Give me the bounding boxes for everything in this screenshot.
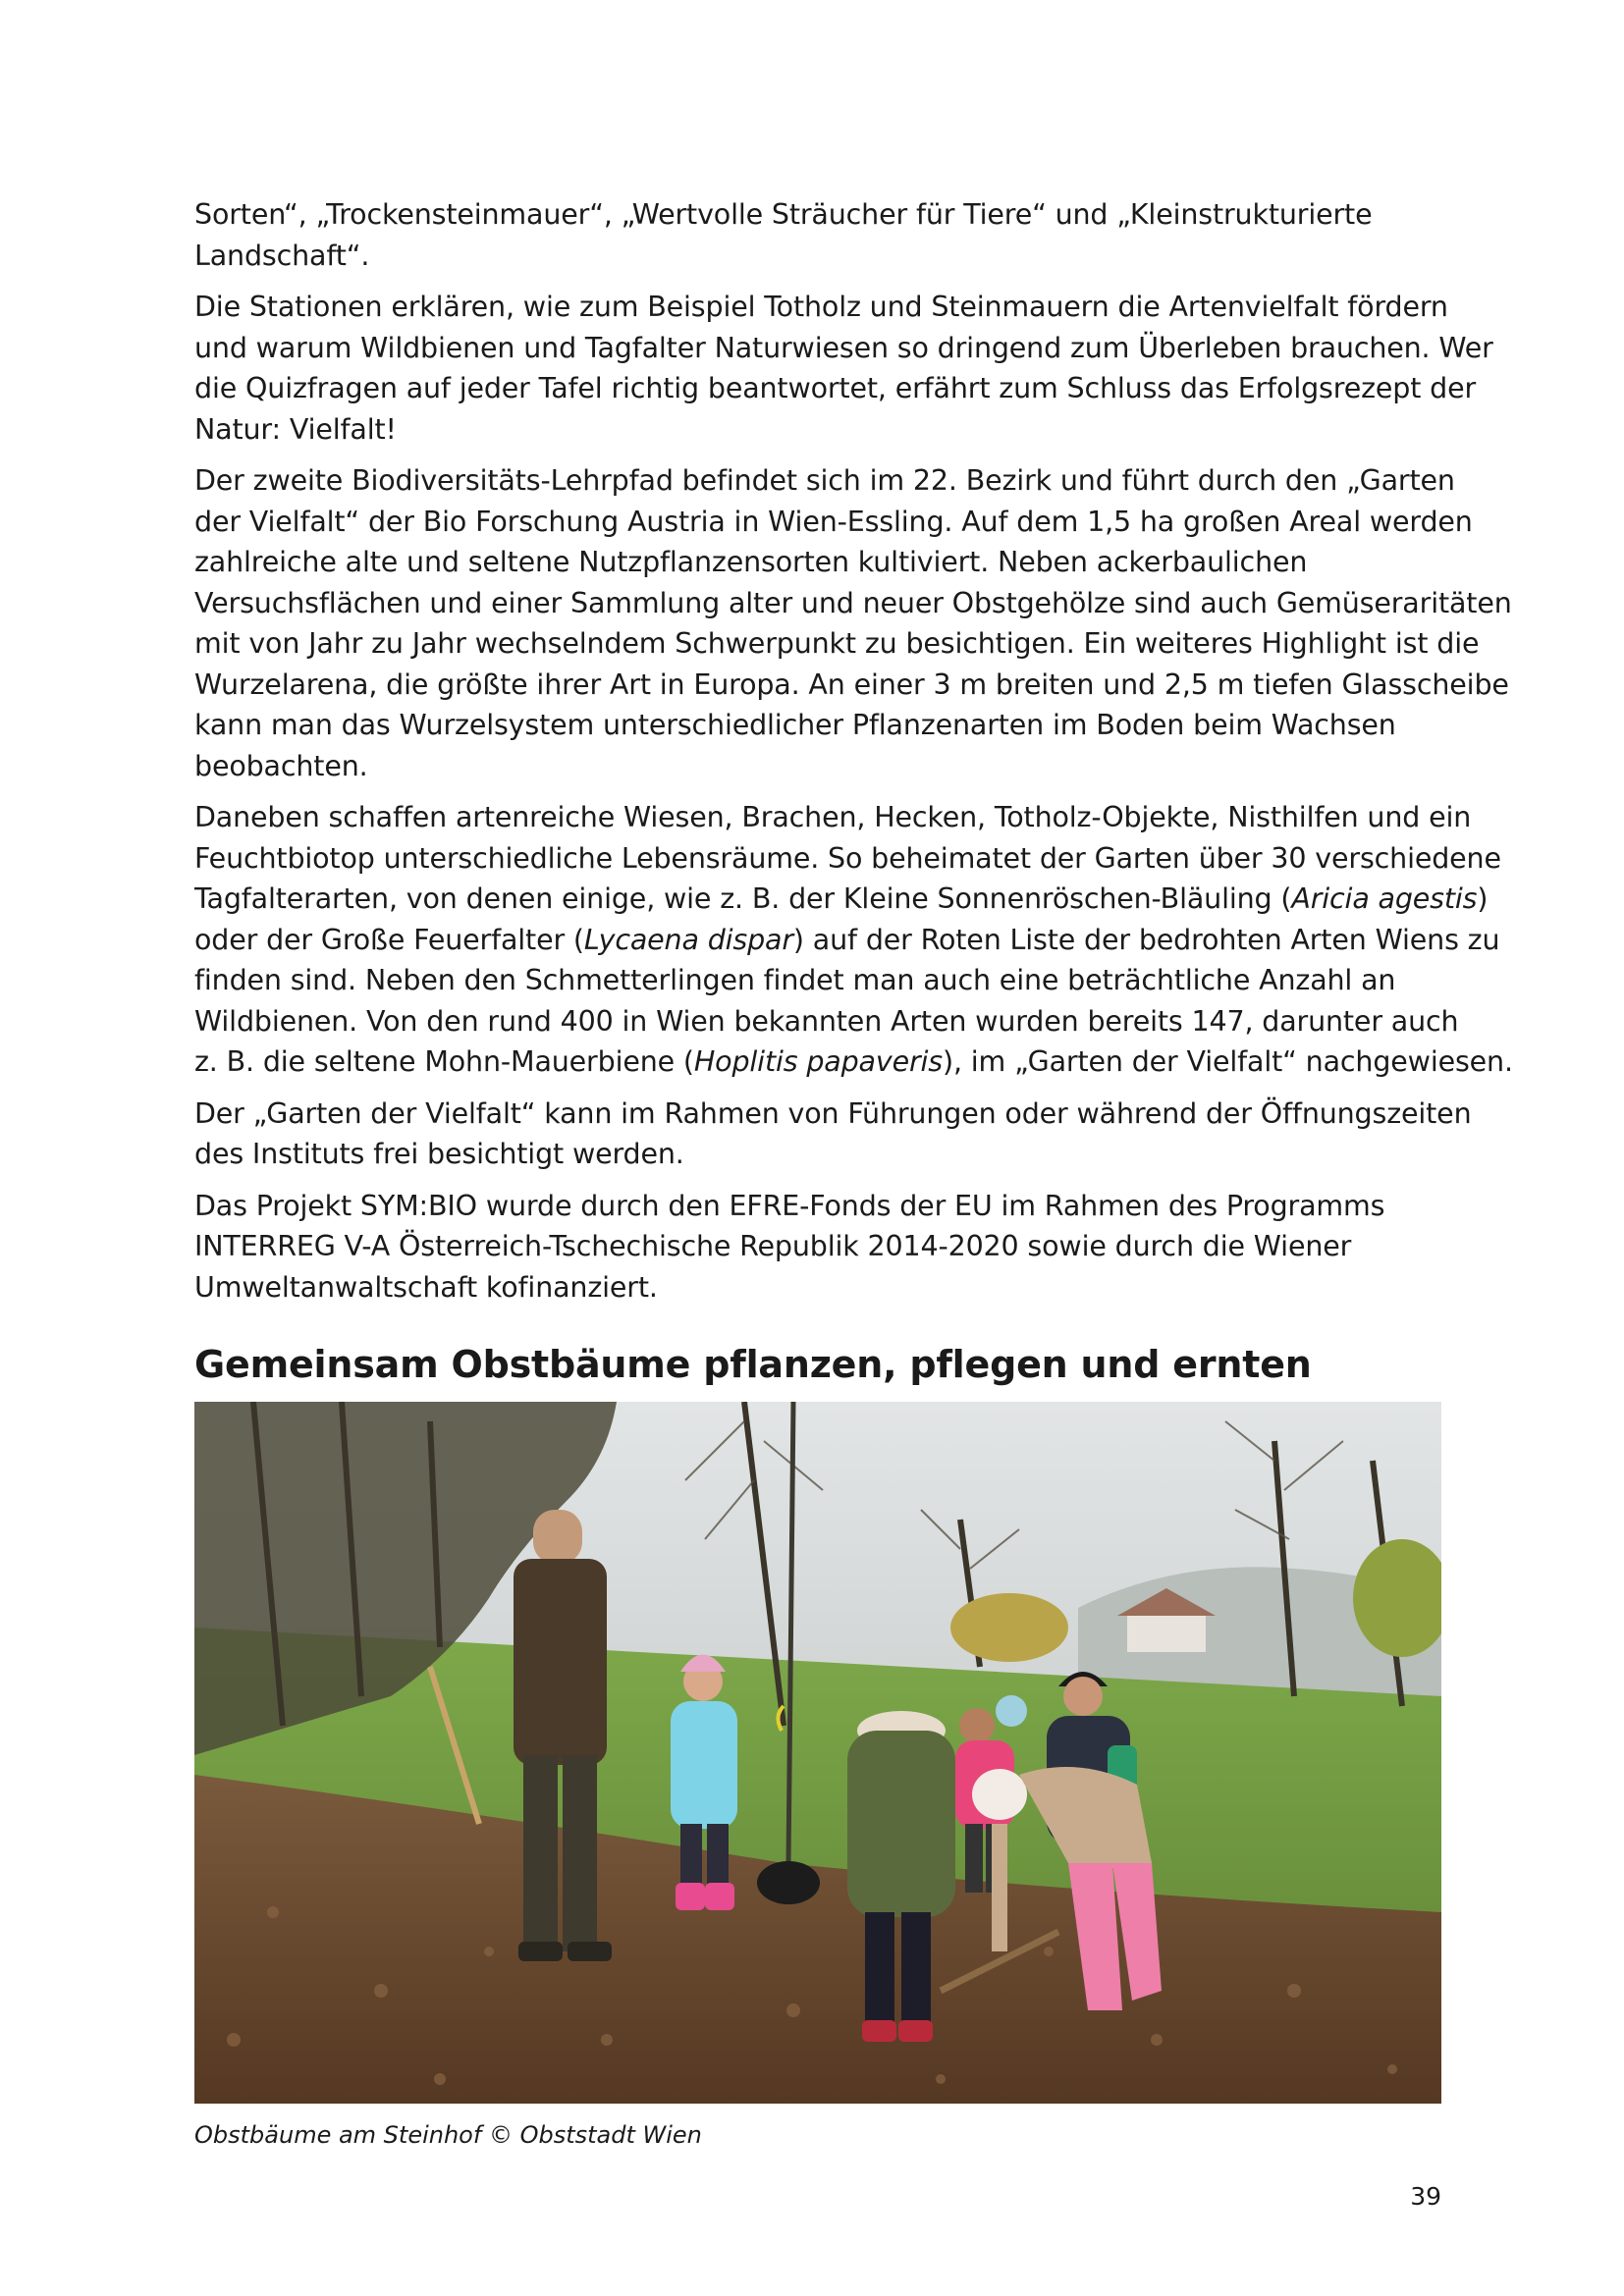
text-line <box>194 409 1451 451</box>
text-segment: der Vielfalt“ der Bio Forschung Austria in Wien-Essling. Auf dem 1,5 ha großen Areal werden <box>194 505 1473 538</box>
text-line <box>194 1094 1472 1135</box>
paragraph <box>194 460 1512 786</box>
text-segment: Der „Garten der Vielfalt“ kann im Rahmen von Führungen oder während der Öffnungszeiten <box>194 1096 1472 1130</box>
photo-children-planting-trees <box>194 1402 1441 2104</box>
text-segment: INTERREG V-A Österreich-Tschechische Republik 2014-2020 sowie durch die Wiener <box>194 1230 1352 1262</box>
photo-caption: Obstbäume am Steinhof © Obststadt Wien <box>194 2121 702 2149</box>
text-line <box>194 1001 1459 1042</box>
text-line <box>194 502 1473 543</box>
text-segment: die Quizfragen auf jeder Tafel richtig beantwortet, erfährt zum Schluss das Erfolgsrezept der <box>194 372 1477 404</box>
text-segment: finden sind. Neben den Schmetterlingen findet man auch eine beträchtliche Anzahl an <box>194 964 1396 996</box>
plant-pot <box>757 1861 820 1904</box>
text-segment: Der zweite Biodiversitäts-Lehrpfad befindet sich im 22. Bezirk und führt durch den „Garten <box>194 464 1455 497</box>
text-segment: ), im „Garten der Vielfalt“ nachgewiesen. <box>943 1045 1513 1078</box>
text-segment: und warum Wildbienen und Tagfalter Naturwiesen so dringend zum Überleben brauchen. Wer <box>194 331 1493 364</box>
section-title: Gemeinsam Obstbäume pflanzen, pflegen und ernten <box>194 1343 1312 1386</box>
text-line <box>194 1226 1451 1267</box>
text-line <box>194 287 1451 328</box>
text-line <box>194 960 1451 1001</box>
text-line <box>194 1134 1451 1175</box>
text-line <box>194 746 1451 787</box>
text-segment: ) auf der Roten Liste der bedrohten Arten Wiens zu <box>792 923 1500 956</box>
text-line <box>194 879 1489 920</box>
text-segment: Das Projekt SYM:BIO wurde durch den EFRE-Fonds der EU im Rahmen des Programms <box>194 1189 1385 1222</box>
text-segment: oder der Große Feuerfalter ( <box>194 923 584 956</box>
text-line <box>194 328 1493 369</box>
text-segment: Die Stationen erklären, wie zum Beispiel Totholz und Steinmauern die Artenvielfalt fördern <box>194 291 1448 323</box>
paragraph <box>194 287 1493 450</box>
paragraph <box>194 1094 1472 1175</box>
text-segment: beobachten. <box>194 749 368 782</box>
text-segment: Versuchsflächen und einer Sammlung alter und neuer Obstgehölze sind auch Gemüseraritäten <box>194 586 1512 619</box>
italic-species-name: Hoplitis papaveris <box>693 1045 943 1078</box>
paragraph <box>194 797 1513 1083</box>
text-segment: kann man das Wurzelsystem unterschiedlicher Pflanzenarten im Boden beim Wachsen <box>194 709 1396 741</box>
body-text <box>194 194 1513 1308</box>
text-segment: Daneben schaffen artenreiche Wiesen, Brachen, Hecken, Totholz-Objekte, Nisthilfen und ein <box>194 801 1472 833</box>
text-line <box>194 194 1451 236</box>
italic-species-name: Lycaena dispar <box>583 923 793 956</box>
text-segment: z. B. die seltene Mohn-Mauerbiene ( <box>194 1045 694 1078</box>
text-segment: zahlreiche alte und seltene Nutzpflanzensorten kultiviert. Neben ackerbaulichen <box>194 546 1308 578</box>
text-line <box>194 1267 1451 1308</box>
text-line <box>194 583 1512 624</box>
text-line <box>194 797 1472 838</box>
text-line <box>194 623 1480 665</box>
page-number: 39 <box>1410 2182 1441 2211</box>
paragraph <box>194 194 1451 276</box>
text-segment: Feuchtbiotop unterschiedliche Lebensräume. So beheimatet der Garten über 30 verschiedene <box>194 841 1501 875</box>
adult-ranger <box>514 1510 612 1961</box>
text-segment: Tagfalterarten, von denen einige, wie z. B. der Kleine Sonnenröschen-Bläuling ( <box>194 882 1292 915</box>
text-line <box>194 236 1451 277</box>
text-segment: Landschaft“. <box>194 239 370 272</box>
paragraph <box>194 1186 1451 1308</box>
text-line <box>194 665 1509 706</box>
text-segment: Sorten“, „Trockensteinmauer“, „Wertvolle Sträucher für Tiere“ und „Kleinstrukturierte <box>194 198 1373 231</box>
page-content <box>194 194 1513 1403</box>
text-line <box>194 705 1451 746</box>
text-segment: mit von Jahr zu Jahr wechselndem Schwerpunkt zu besichtigen. Ein weiteres Highlight ist die <box>194 627 1480 660</box>
text-segment: Umweltanwaltschaft kofinanziert. <box>194 1270 658 1304</box>
text-line <box>194 1186 1451 1227</box>
child-light-blue-hat <box>996 1695 1027 1727</box>
text-line <box>194 838 1501 880</box>
text-segment: ) <box>1477 882 1489 915</box>
text-line <box>194 1041 1513 1083</box>
text-segment: Wurzelarena, die größte ihrer Art in Europa. An einer 3 m breiten und 2,5 m tiefen Glasscheibe <box>194 667 1509 701</box>
text-segment: Natur: Vielfalt! <box>194 412 397 446</box>
photo-illustration <box>194 1402 1441 2104</box>
text-segment: des Instituts frei besichtigt werden. <box>194 1138 684 1170</box>
text-segment: Wildbienen. Von den rund 400 in Wien bekannten Arten wurden bereits 147, darunter auch <box>194 1004 1459 1038</box>
text-line <box>194 920 1500 961</box>
text-line <box>194 460 1455 502</box>
text-line <box>194 542 1451 583</box>
text-line <box>194 368 1477 409</box>
italic-species-name: Aricia agestis <box>1291 882 1478 915</box>
